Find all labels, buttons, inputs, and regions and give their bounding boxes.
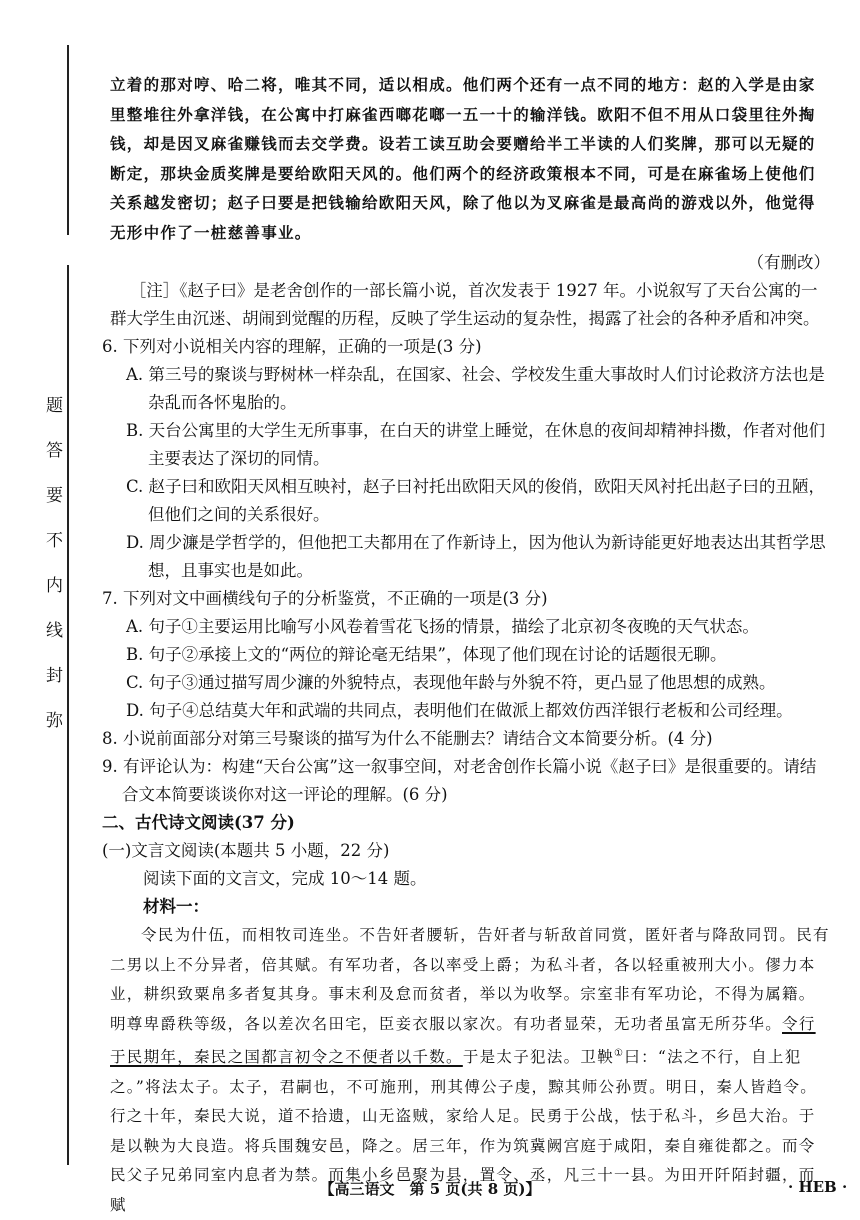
question-7-stem: 7. 下列对文中画横线句子的分析鉴赏，不正确的一项是(3 分) [102, 589, 548, 608]
question-8: 8. 小说前面部分对第三号聚谈的描写为什么不能删去？请结合文本简要分析。(4 分) [102, 729, 713, 748]
abridged-note: （有删改） [747, 253, 830, 272]
section-2-title: 二、古代诗文阅读(37 分) [102, 813, 295, 832]
classical-text-part-3: 曰：“法之不行，自上犯之。”将法太子。太子，君嗣也，不可施刑，刑其傅公子虔，黥其师公孙贾。明日，秦人皆趋令。行之十年，秦民大说，道不拾遗，山无盗贼，家给人足。民勇于公战，怯于私斗，乡邑大治。于是以鞅为大良造。将兵围魏安邑，降之。居三年，作为筑冀阙宫庭于咸阳，秦自雍徙都之。而令民父子兄弟同室内息者为禁。而集小乡邑聚为县，置令、丞，凡三十一县。为田开阡陌封疆，而赋 [110, 1048, 818, 1214]
question-6-option-d: D. 周少濂是学哲学的，但他把工夫都用在了作新诗上，因为他认为新诗能更好地表达出其哲学思想，且事实也是如此。 [126, 533, 826, 580]
seal-char: 答 [46, 441, 63, 461]
passage-tail: 立着的那对哼、哈二将，唯其不同，适以相成。他们两个还有一点不同的地方：赵的入学是由家里整堆往外拿洋钱，在公寓中打麻雀西啷花啷一五一十的输洋钱。欧阳不但不用从口袋里往外掏钱，却是因叉麻雀赚钱而去交学费。设若工读互助会要赠给半工半读的人们奖牌，那可以无疑的断定，那块金质奖牌是要给欧阳天风的。他们两个的经济政策根本不同，可是在麻雀场上使他们关系越发密切；赵子曰要是把钱输给欧阳天风，除了他以为叉麻雀是最高尚的游戏以外，他觉得无形中作了一桩慈善事业。 [110, 75, 816, 242]
seal-char: 线 [46, 621, 63, 641]
seal-char: 不 [46, 531, 63, 551]
page-content [102, 70, 830, 1220]
subsection-1-title: (一)文言文阅读(本题共 5 小题，22 分) [102, 841, 390, 860]
question-9: 9. 有评论认为：构建“天台公寓”这一叙事空间，对老舍创作长篇小说《赵子曰》是很重要的。请结合文本简要谈谈你对这一评论的理解。(6 分) [102, 757, 817, 804]
seal-char: 题 [46, 396, 63, 416]
question-6-stem: 6. 下列对小说相关内容的理解，正确的一项是(3 分) [102, 337, 482, 356]
seal-char: 弥 [46, 711, 63, 731]
seal-char: 要 [46, 486, 63, 506]
exam-code: · HEB · [788, 1178, 848, 1196]
annotation: ［注］《赵子曰》是老舍创作的一部长篇小说，首次发表于 1927 年。小说叙写了天台公寓的一群大学生由沉迷、胡闹到觉醒的历程，反映了学生运动的复杂性，揭露了社会的各种矛盾和冲突。 [110, 281, 820, 328]
seal-char: 内 [46, 576, 63, 596]
classical-text-part-1: 令民为什伍，而相牧司连坐。不告奸者腰斩，告奸者与斩敌首同赏，匿奸者与降敌同罚。民有二男以上不分异者，倍其赋。有军功者，各以率受上爵；为私斗者，各以轻重被刑大小。僇力本业，耕织致粟帛多者复其身。事末利及怠而贫者，举以为收孥。宗室非有军功论，不得为属籍。明尊卑爵秩等级，各以差次名田宅，臣妾衣服以家次。有功者显荣，无功者虽富无所芬华。 [110, 926, 830, 1033]
material-label: 材料一： [143, 897, 209, 916]
classical-text [110, 921, 830, 1220]
underlined-sentence: 令行于民期年，秦民之国都言初令之不便者以千数。 [110, 1014, 816, 1067]
classical-text-part-2: 于是太子犯法。卫鞅 [462, 1048, 615, 1067]
seal-line-notice [46, 395, 63, 732]
question-6-option-b: B. 天台公寓里的大学生无所事事，在白天的讲堂上睡觉，在休息的夜间却精神抖擞，作者对他们主要表达了深切的同情。 [126, 421, 826, 468]
reading-instruction: 阅读下面的文言文，完成 10～14 题。 [143, 869, 427, 888]
binding-line-bottom [67, 265, 69, 1165]
question-7-option-c: C. 句子③通过描写周少濂的外貌特点，表现他年龄与外貌不符，更凸显了他思想的成熟。 [126, 673, 776, 692]
question-7-option-b: B. 句子②承接上文的“两位的辩论毫无结果”，体现了他们现在讨论的话题很无聊。 [126, 645, 727, 664]
page-number-label: 【高三语文 第 5 页(共 8 页)】 [319, 1180, 541, 1198]
question-7-option-d: D. 句子④总结莫大年和武端的共同点，表明他们在做派上都效仿西洋银行老板和公司经理。 [126, 701, 793, 720]
question-7-option-a: A. 句子①主要运用比喻写小风卷着雪花飞扬的情景，描绘了北京初冬夜晚的天气状态。 [126, 617, 759, 636]
question-6-option-c: C. 赵子曰和欧阳天风相互映衬，赵子曰衬托出欧阳天风的俊俏，欧阳天风衬托出赵子曰的丑陋，但他们之间的关系很好。 [126, 477, 826, 524]
footnote-marker: ① [614, 1048, 625, 1059]
binding-line-top [67, 45, 69, 235]
seal-char: 封 [46, 666, 63, 686]
question-6-option-a: A. 第三号的聚谈与野树林一样杂乱，在国家、社会、学校发生重大事故时人们讨论救济方法也是杂乱而各怀鬼胎的。 [126, 365, 825, 412]
